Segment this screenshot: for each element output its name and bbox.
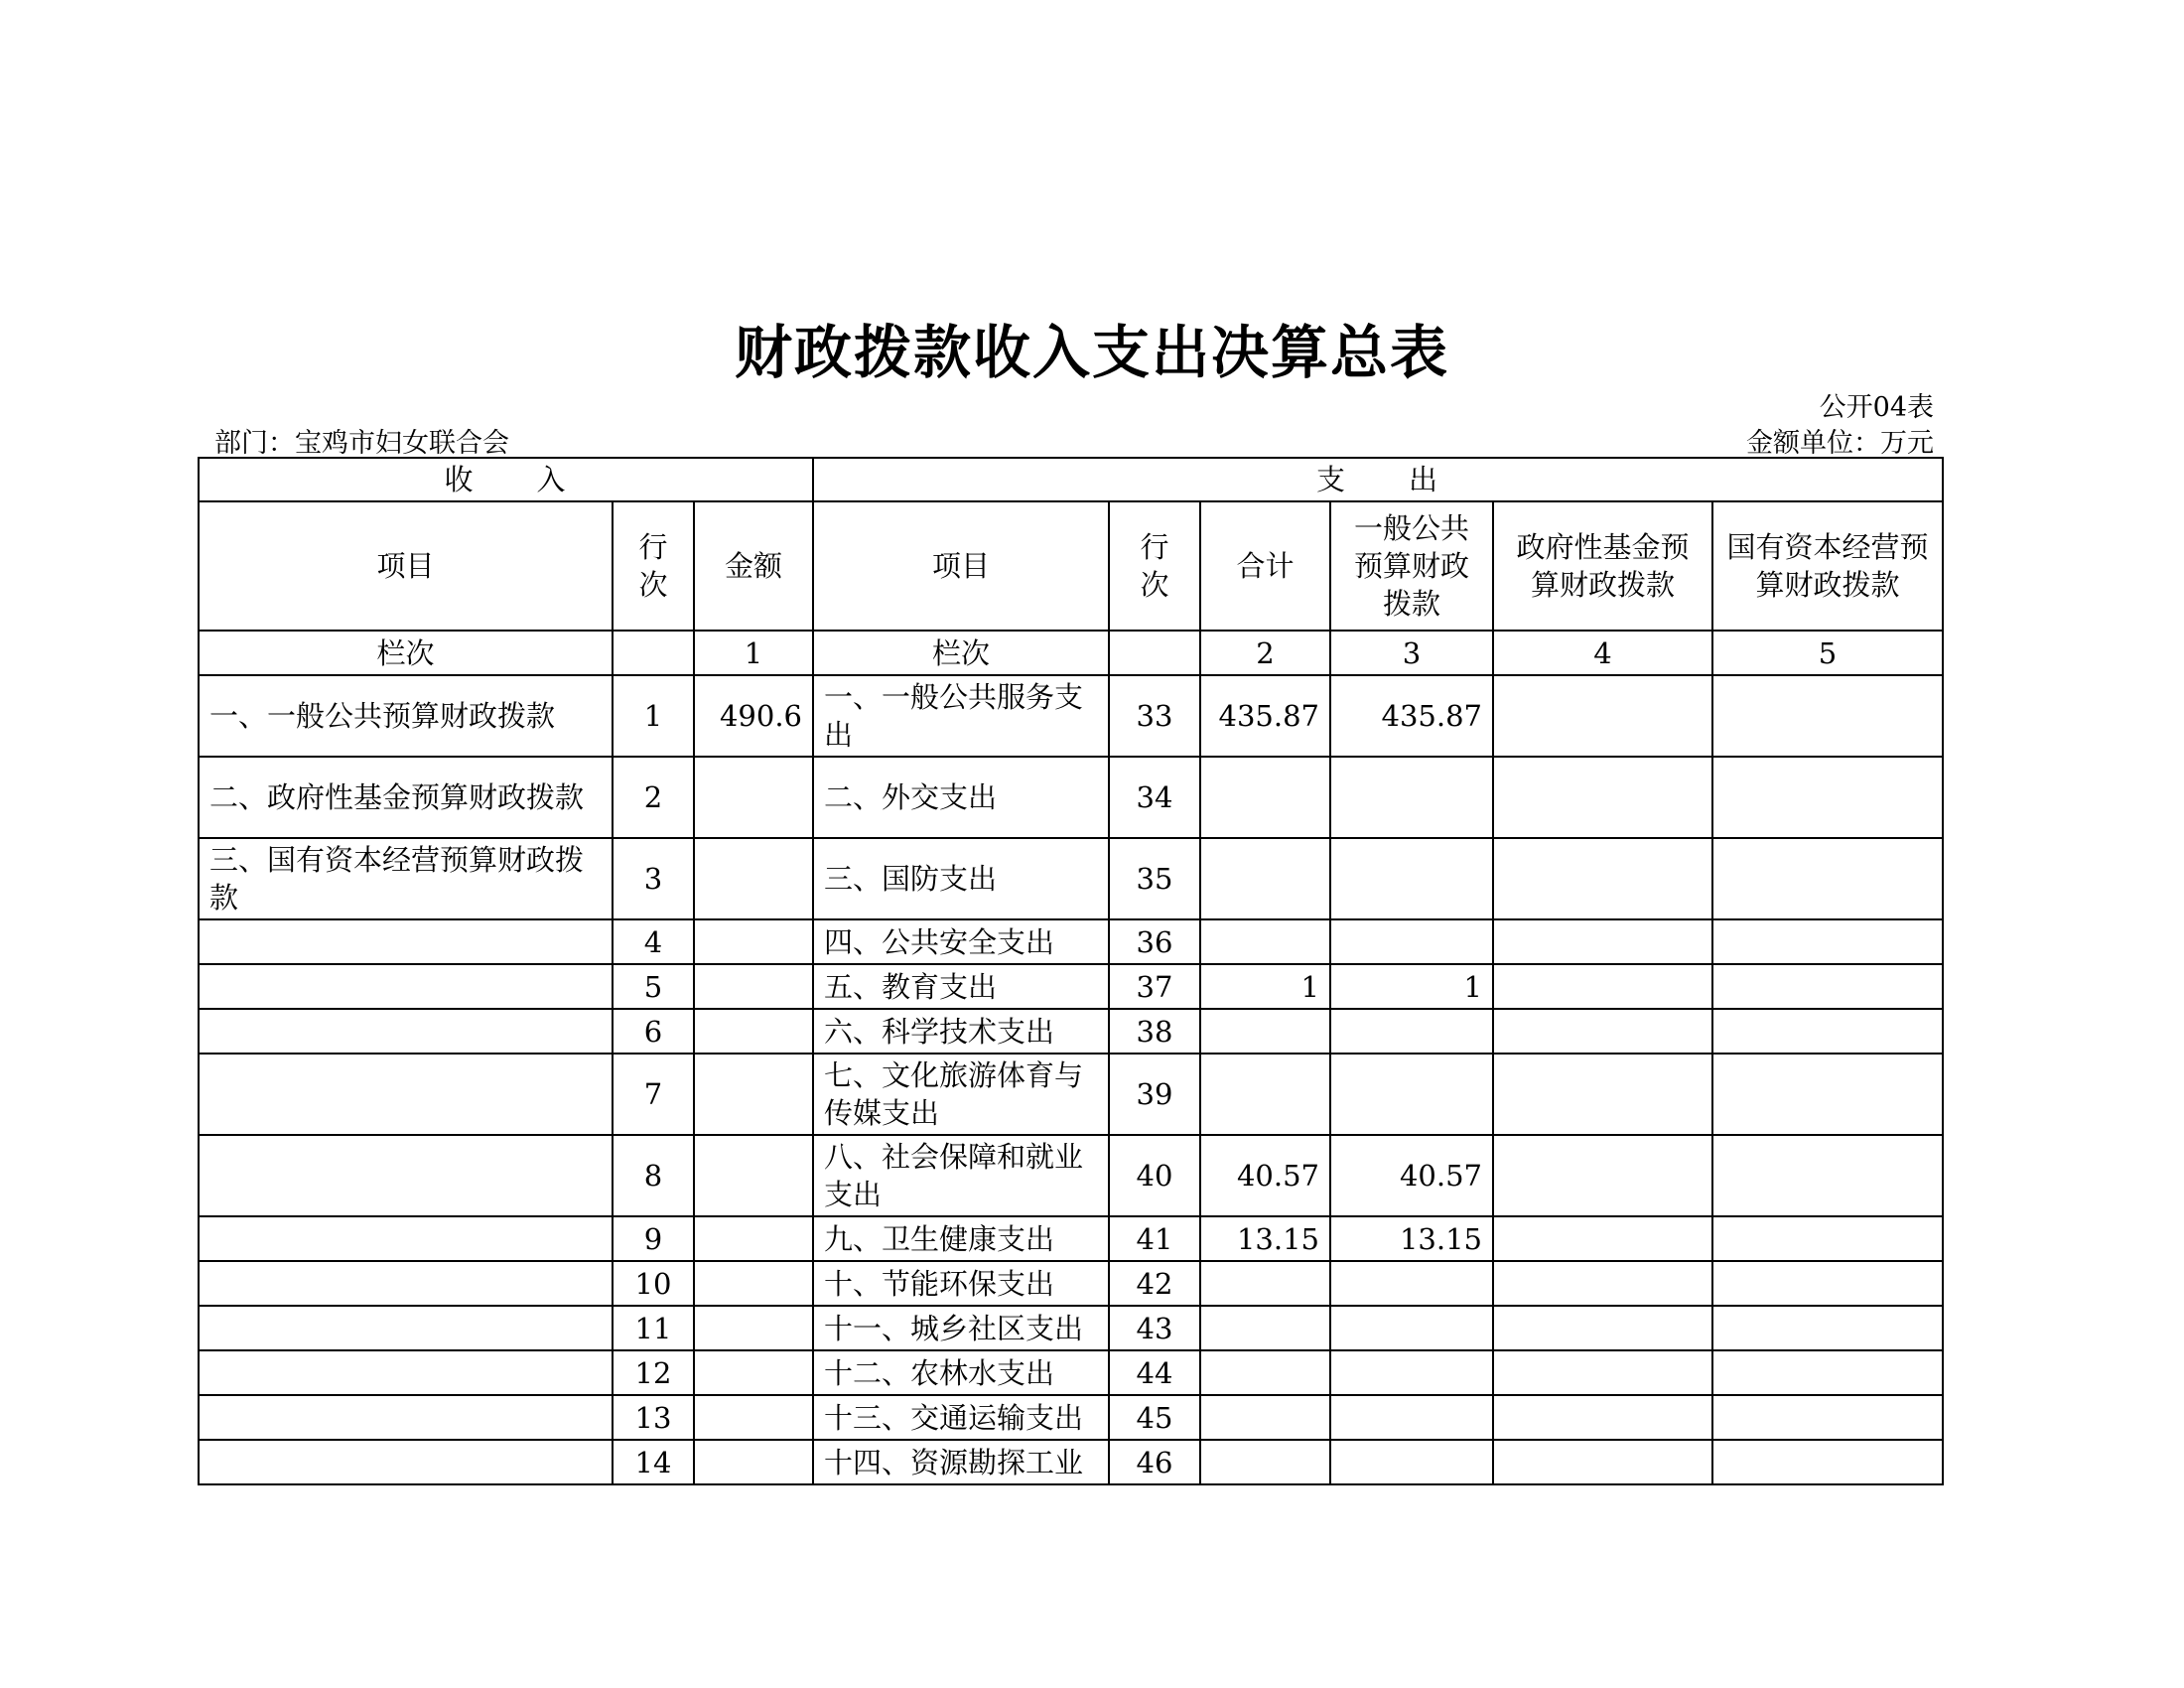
column-number-3: 3 — [1330, 631, 1493, 675]
state-capital-amount — [1712, 1216, 1943, 1261]
state-capital-amount — [1712, 1306, 1943, 1350]
expenditure-line-no: 37 — [1109, 964, 1200, 1009]
income-item — [199, 1440, 613, 1484]
income-amount — [694, 964, 813, 1009]
income-item-header: 项目 — [199, 501, 613, 631]
column-number-empty-2 — [1109, 631, 1200, 675]
column-number-empty — [613, 631, 694, 675]
expenditure-line-no: 40 — [1109, 1135, 1200, 1216]
income-amount — [694, 1216, 813, 1261]
total-header: 合计 — [1200, 501, 1330, 631]
table-row — [199, 1261, 1943, 1306]
expenditure-item-header: 项目 — [813, 501, 1109, 631]
income-item — [199, 964, 613, 1009]
general-budget-amount: 1 — [1330, 964, 1493, 1009]
state-capital-amount — [1712, 964, 1943, 1009]
gov-fund-amount — [1493, 675, 1712, 757]
total-amount — [1200, 1350, 1330, 1395]
expenditure-line-no: 34 — [1109, 757, 1200, 838]
table-row — [199, 1216, 1943, 1261]
expenditure-item: 六、科学技术支出 — [813, 1009, 1109, 1054]
general-budget-amount — [1330, 838, 1493, 919]
expenditure-line-no-header: 行 次 — [1109, 501, 1200, 631]
general-budget-amount — [1330, 1306, 1493, 1350]
expenditure-line-no: 42 — [1109, 1261, 1200, 1306]
gov-fund-amount — [1493, 1054, 1712, 1135]
expenditure-line-no: 43 — [1109, 1306, 1200, 1350]
income-line-no: 6 — [613, 1009, 694, 1054]
total-amount: 435.87 — [1200, 675, 1330, 757]
income-line-no: 1 — [613, 675, 694, 757]
gov-fund-amount — [1493, 1440, 1712, 1484]
column-header-row — [199, 501, 1943, 631]
gov-fund-amount — [1493, 838, 1712, 919]
gov-fund-amount — [1493, 964, 1712, 1009]
general-budget-amount — [1330, 1350, 1493, 1395]
general-budget-amount: 40.57 — [1330, 1135, 1493, 1216]
income-amount-header: 金额 — [694, 501, 813, 631]
income-item — [199, 919, 613, 964]
table-row — [199, 1135, 1943, 1216]
state-capital-amount — [1712, 1054, 1943, 1135]
department-label: 部门：宝鸡市妇女联合会 — [214, 428, 509, 459]
general-budget-amount — [1330, 1009, 1493, 1054]
gov-fund-amount — [1493, 1261, 1712, 1306]
income-amount — [694, 1054, 813, 1135]
general-budget-amount — [1330, 757, 1493, 838]
gov-fund-amount — [1493, 1306, 1712, 1350]
expenditure-section-header: 支 出 — [813, 458, 1943, 501]
income-line-no: 12 — [613, 1350, 694, 1395]
state-capital-amount — [1712, 1440, 1943, 1484]
income-line-no: 11 — [613, 1306, 694, 1350]
general-budget-header: 一般公共预算财政拨款 — [1330, 501, 1493, 631]
table-row — [199, 1054, 1943, 1135]
gov-fund-amount — [1493, 1395, 1712, 1440]
income-item: 二、政府性基金预算财政拨款 — [199, 757, 613, 838]
page-title: 财政拨款收入支出决算总表 — [734, 319, 1449, 386]
column-number-1: 1 — [694, 631, 813, 675]
general-budget-amount — [1330, 919, 1493, 964]
expenditure-item: 四、公共安全支出 — [813, 919, 1109, 964]
expenditure-line-no: 46 — [1109, 1440, 1200, 1484]
income-line-no: 7 — [613, 1054, 694, 1135]
total-amount — [1200, 1306, 1330, 1350]
total-amount — [1200, 1054, 1330, 1135]
expenditure-line-no: 45 — [1109, 1395, 1200, 1440]
expenditure-item: 十三、交通运输支出 — [813, 1395, 1109, 1440]
income-item — [199, 1306, 613, 1350]
state-capital-amount — [1712, 1395, 1943, 1440]
income-amount — [694, 1306, 813, 1350]
expenditure-line-no: 36 — [1109, 919, 1200, 964]
income-item — [199, 1009, 613, 1054]
section-header-row — [199, 458, 1943, 501]
table-row — [199, 1350, 1943, 1395]
general-budget-amount — [1330, 1395, 1493, 1440]
income-line-no: 14 — [613, 1440, 694, 1484]
income-line-no-header: 行 次 — [613, 501, 694, 631]
total-amount — [1200, 919, 1330, 964]
gov-fund-header: 政府性基金预算财政拨款 — [1493, 501, 1712, 631]
total-amount — [1200, 1395, 1330, 1440]
income-line-no: 9 — [613, 1216, 694, 1261]
state-capital-amount — [1712, 1261, 1943, 1306]
income-item — [199, 1216, 613, 1261]
income-amount — [694, 919, 813, 964]
expenditure-line-no: 44 — [1109, 1350, 1200, 1395]
table-row — [199, 1395, 1943, 1440]
column-number-2: 2 — [1200, 631, 1330, 675]
general-budget-amount — [1330, 1261, 1493, 1306]
expenditure-item: 八、社会保障和就业支出 — [813, 1135, 1109, 1216]
table-row — [199, 838, 1943, 919]
income-line-no: 4 — [613, 919, 694, 964]
gov-fund-amount — [1493, 757, 1712, 838]
income-amount — [694, 1135, 813, 1216]
total-amount — [1200, 1261, 1330, 1306]
gov-fund-amount — [1493, 1135, 1712, 1216]
expenditure-item: 一、一般公共服务支出 — [813, 675, 1109, 757]
form-number: 公开04表 — [1819, 392, 1934, 423]
expenditure-item: 十四、资源勘探工业 — [813, 1440, 1109, 1484]
income-amount — [694, 1440, 813, 1484]
gov-fund-amount — [1493, 1350, 1712, 1395]
income-item: 三、国有资本经营预算财政拨款 — [199, 838, 613, 919]
expenditure-line-no: 33 — [1109, 675, 1200, 757]
gov-fund-amount — [1493, 919, 1712, 964]
column-number-row — [199, 631, 1943, 675]
income-item — [199, 1054, 613, 1135]
total-amount — [1200, 1440, 1330, 1484]
general-budget-amount: 13.15 — [1330, 1216, 1493, 1261]
table-row — [199, 919, 1943, 964]
table-row — [199, 1440, 1943, 1484]
total-amount: 13.15 — [1200, 1216, 1330, 1261]
income-item — [199, 1350, 613, 1395]
gov-fund-amount — [1493, 1009, 1712, 1054]
fiscal-summary-table — [198, 457, 1944, 1485]
state-capital-amount — [1712, 1009, 1943, 1054]
income-item: 一、一般公共预算财政拨款 — [199, 675, 613, 757]
income-section-header: 收 入 — [199, 458, 813, 501]
expenditure-item: 十二、农林水支出 — [813, 1350, 1109, 1395]
expenditure-item: 三、国防支出 — [813, 838, 1109, 919]
income-amount — [694, 1350, 813, 1395]
column-number-4: 4 — [1493, 631, 1712, 675]
expenditure-line-no: 35 — [1109, 838, 1200, 919]
income-line-no: 13 — [613, 1395, 694, 1440]
income-amount — [694, 1009, 813, 1054]
total-amount — [1200, 1009, 1330, 1054]
income-line-no: 8 — [613, 1135, 694, 1216]
total-amount — [1200, 838, 1330, 919]
expenditure-item: 七、文化旅游体育与传媒支出 — [813, 1054, 1109, 1135]
state-capital-amount — [1712, 1135, 1943, 1216]
table-row — [199, 964, 1943, 1009]
state-capital-amount — [1712, 838, 1943, 919]
income-amount: 490.6 — [694, 675, 813, 757]
income-line-no: 2 — [613, 757, 694, 838]
column-number-5: 5 — [1712, 631, 1943, 675]
column-number-label-2: 栏次 — [813, 631, 1109, 675]
general-budget-amount: 435.87 — [1330, 675, 1493, 757]
total-amount: 1 — [1200, 964, 1330, 1009]
expenditure-item: 九、卫生健康支出 — [813, 1216, 1109, 1261]
table-row — [199, 675, 1943, 757]
state-capital-amount — [1712, 757, 1943, 838]
unit-label: 金额单位：万元 — [1746, 428, 1934, 459]
general-budget-amount — [1330, 1054, 1493, 1135]
state-capital-amount — [1712, 675, 1943, 757]
income-item — [199, 1395, 613, 1440]
income-item — [199, 1261, 613, 1306]
state-capital-header: 国有资本经营预算财政拨款 — [1712, 501, 1943, 631]
expenditure-item: 十、节能环保支出 — [813, 1261, 1109, 1306]
expenditure-item: 二、外交支出 — [813, 757, 1109, 838]
state-capital-amount — [1712, 919, 1943, 964]
expenditure-line-no: 38 — [1109, 1009, 1200, 1054]
table-row — [199, 1306, 1943, 1350]
income-amount — [694, 1395, 813, 1440]
table-row — [199, 1009, 1943, 1054]
general-budget-amount — [1330, 1440, 1493, 1484]
expenditure-item: 五、教育支出 — [813, 964, 1109, 1009]
income-line-no: 10 — [613, 1261, 694, 1306]
table-row — [199, 757, 1943, 838]
income-amount — [694, 1261, 813, 1306]
total-amount: 40.57 — [1200, 1135, 1330, 1216]
total-amount — [1200, 757, 1330, 838]
income-amount — [694, 838, 813, 919]
income-line-no: 5 — [613, 964, 694, 1009]
expenditure-item: 十一、城乡社区支出 — [813, 1306, 1109, 1350]
income-line-no: 3 — [613, 838, 694, 919]
income-item — [199, 1135, 613, 1216]
income-amount — [694, 757, 813, 838]
expenditure-line-no: 39 — [1109, 1054, 1200, 1135]
state-capital-amount — [1712, 1350, 1943, 1395]
column-number-label: 栏次 — [199, 631, 613, 675]
gov-fund-amount — [1493, 1216, 1712, 1261]
expenditure-line-no: 41 — [1109, 1216, 1200, 1261]
